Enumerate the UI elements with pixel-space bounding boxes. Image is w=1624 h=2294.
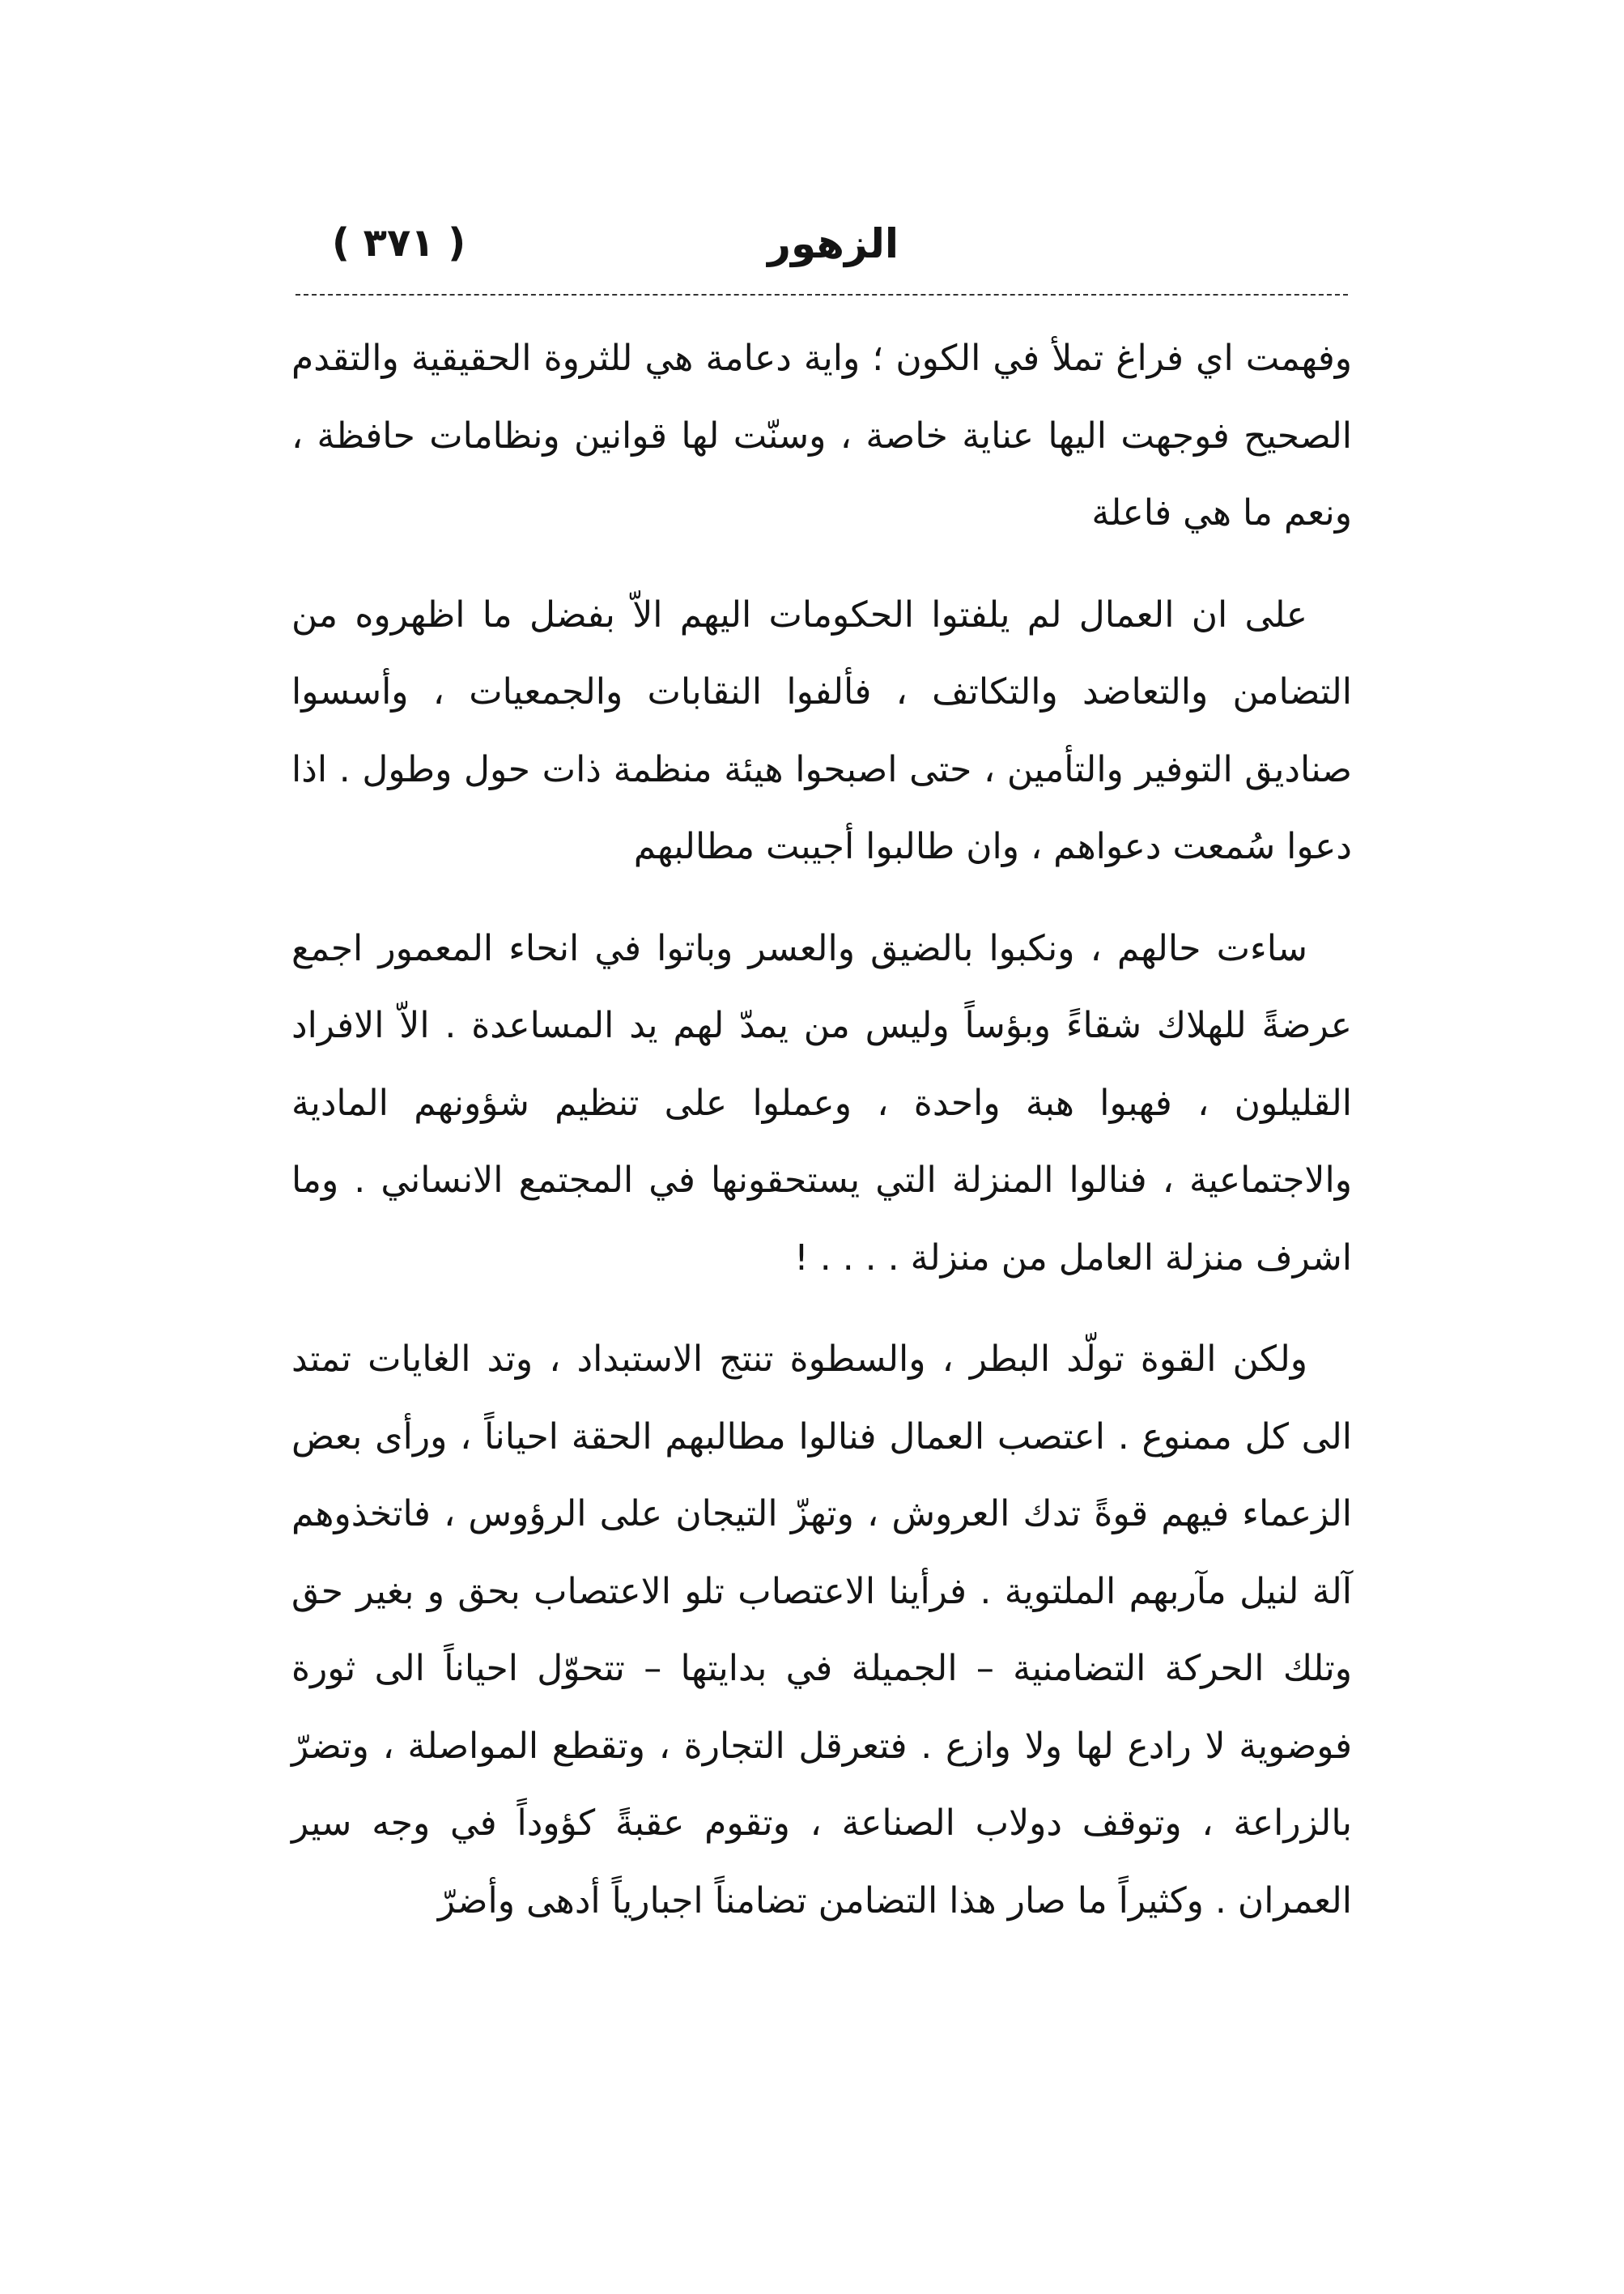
running-header — [283, 220, 1352, 285]
header-divider — [295, 294, 1348, 296]
running-title: الزهور — [767, 220, 899, 267]
paragraph-2: على ان العمال لم يلفتوا الحكومات اليهم الاّ بفضل ما اظهروه من التضامن والتعاضد والتكاتف ، فألفوا النقابات والجمعيات ، وأسسوا صناديق التوفير والتأمين ، حتى اصبحوا هيئة منظمة ذات حول وطول . اذا دعوا سُمعت دعواهم ، وان طالبوا أجيبت مطالبهم — [291, 594, 1352, 867]
paragraph-4: ولكن القوة تولّد البطر ، والسطوة تنتج الاستبداد ، وتد الغايات تمتد الى كل ممنوع . اعتصب العمال فنالوا مطالبهم الحقة احياناً ، ورأى بعض الزعماء فيهم قوةً تدك العروش ، وتهزّ التيجان على الرؤوس ، فاتخذوهم آلة لنيل مآربهم الملتوية . فرأينا الاعتصاب تلو الاعتصاب بحق و بغير حق وتلك الحركة التضامنية – الجميلة في بدايتها – تتحوّل احياناً الى ثورة فوضوية لا رادع لها ولا وازع . فتعرقل التجارة ، وتقطع المواصلة ، وتضرّ بالزراعة ، وتوقف دولاب الصناعة ، وتقوم عقبةً كؤوداً في وجه سير العمران . وكثيراً ما صار هذا التضامن تضامناً اجبارياً أدهى وأضرّ — [291, 1339, 1352, 1922]
paragraph-1: وفهمت اي فراغ تملأ في الكون ؛ واية دعامة هي للثروة الحقيقية والتقدم الصحيح فوجهت اليها عناية خاصة ، وسنّت لها قوانين ونظامات حافظة ، ونعم ما هي فاعلة — [291, 338, 1352, 534]
paragraph-3: ساءت حالهم ، ونكبوا بالضيق والعسر وباتوا في انحاء المعمور اجمع عرضةً للهلاك شقاءً وبؤساً وليس من يمدّ لهم يد المساعدة . الاّ الافراد القليلون ، فهبوا هبة واحدة ، وعملوا على تنظيم شؤونهم المادية والاجتماعية ، فنالوا المنزلة التي يستحقونها في المجتمع الانساني . وما اشرف منزلة العامل من منزلة . . . . ! — [291, 927, 1352, 1279]
body-text — [291, 320, 1352, 1939]
page-number: ( ٣٧١ ) — [332, 220, 466, 266]
